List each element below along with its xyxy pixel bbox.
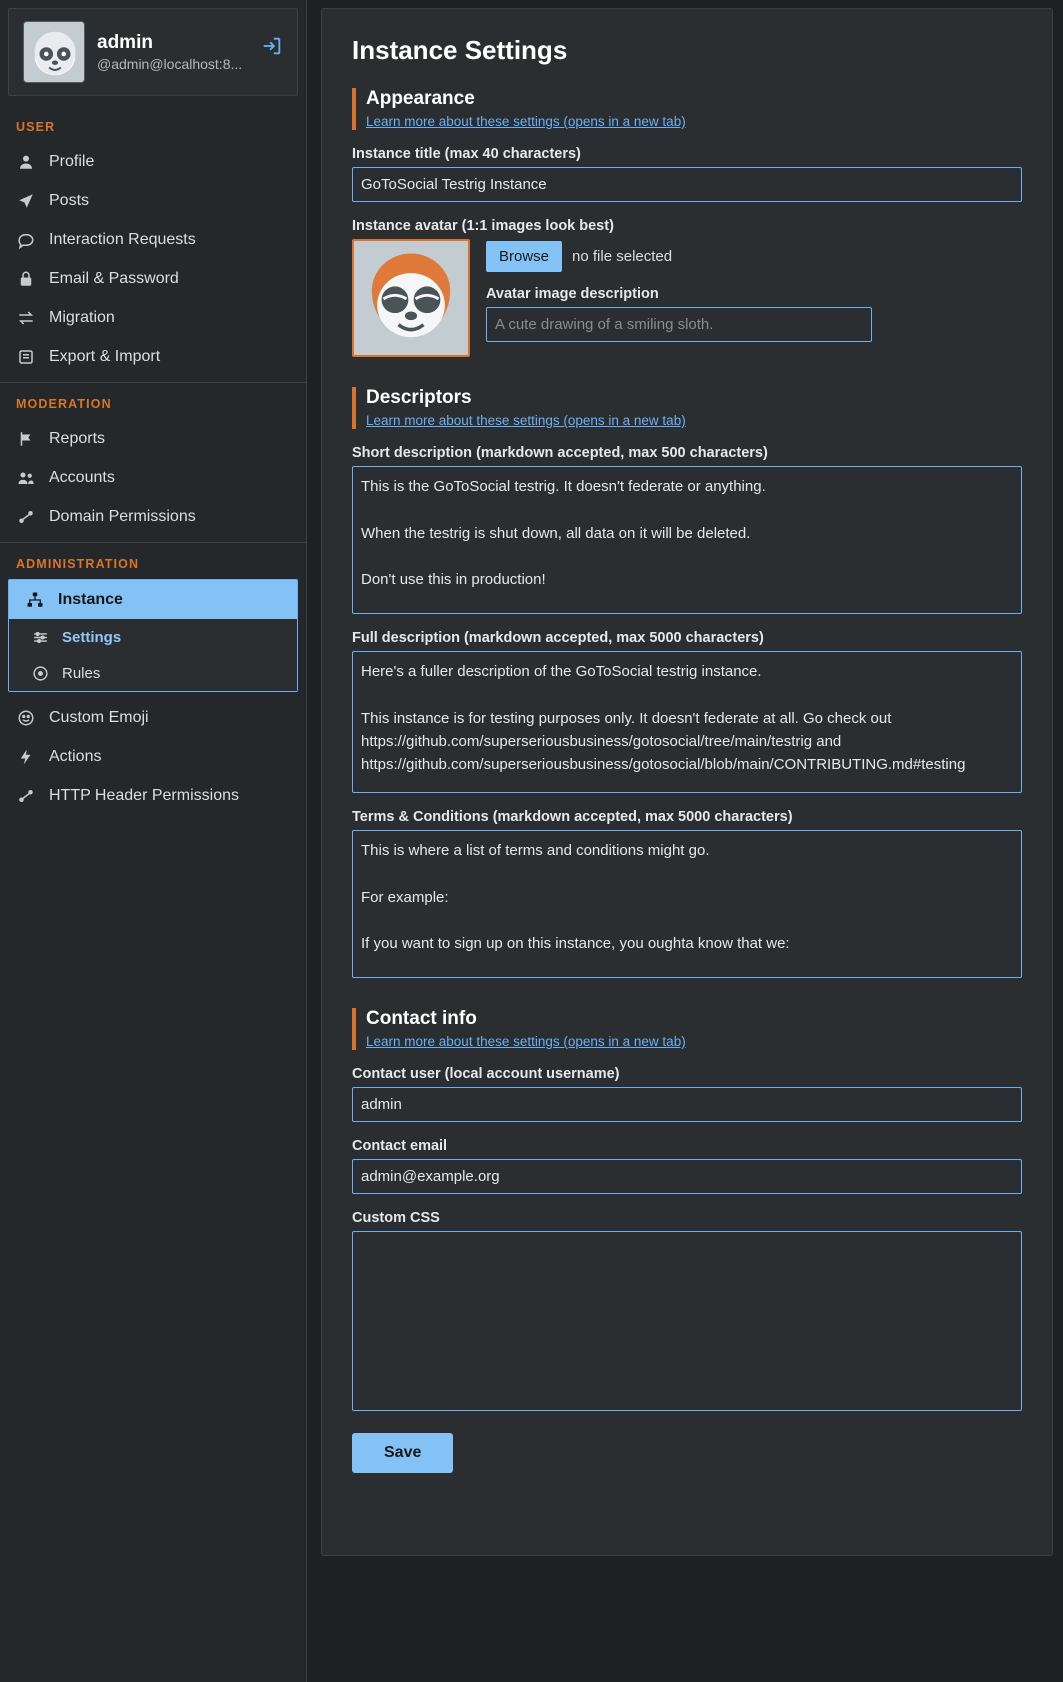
sidebar-item-email-password[interactable] — [0, 259, 306, 298]
sidebar-item-http-header-permissions[interactable] — [0, 776, 306, 815]
save-button[interactable]: Save — [352, 1433, 453, 1473]
contact-email-input[interactable] — [352, 1159, 1022, 1194]
sidebar-item-migration[interactable] — [0, 298, 306, 337]
user-icon — [16, 152, 36, 172]
account-name: admin — [97, 32, 153, 54]
sidebar-item-label: Rules — [62, 664, 101, 682]
instance-title-label: Instance title (max 40 characters) — [352, 146, 581, 162]
paper-plane-icon — [16, 191, 36, 211]
lock-icon — [16, 269, 36, 289]
nav-list-user — [0, 142, 306, 376]
nav-list-moderation — [0, 419, 306, 536]
sidebar-item-actions[interactable] — [0, 737, 306, 776]
sidebar-item-label: Posts — [49, 192, 90, 209]
contact-email-field — [352, 1138, 1022, 1194]
sidebar-item-label: Custom Emoji — [49, 709, 149, 726]
sidebar-item-label: Actions — [49, 748, 102, 765]
instance-avatar-field — [352, 218, 1022, 357]
archive-icon — [16, 347, 36, 367]
sidebar-item-label: Profile — [49, 153, 95, 170]
sloth-avatar-icon — [23, 21, 85, 83]
instance-avatar-preview — [352, 239, 470, 357]
sitemap-icon — [25, 590, 45, 610]
full-description-field — [352, 630, 1022, 793]
sidebar-item-label: HTTP Header Permissions — [49, 787, 239, 804]
contact-user-label: Contact user (local account username) — [352, 1066, 620, 1082]
sidebar-item-interaction-requests[interactable] — [0, 220, 306, 259]
terms-conditions-textarea[interactable] — [352, 830, 1022, 978]
custom-css-textarea[interactable] — [352, 1231, 1022, 1411]
file-picker-row — [486, 241, 1022, 272]
sidebar-item-settings[interactable] — [9, 619, 297, 655]
main-content — [307, 0, 1063, 1682]
settings-panel — [321, 8, 1053, 1556]
section-descriptors-header — [352, 387, 1022, 429]
learn-more-link[interactable]: Learn more about these settings (opens in a new tab) — [366, 413, 686, 428]
account-handle: @admin@localhost:8... — [97, 55, 243, 72]
sidebar-item-instance[interactable] — [9, 580, 297, 619]
sidebar-item-label: Migration — [49, 309, 115, 326]
avatar-description-label: Avatar image description — [486, 286, 659, 302]
custom-css-label: Custom CSS — [352, 1210, 440, 1226]
section-appearance-header — [352, 88, 1022, 130]
instance-title-input[interactable] — [352, 167, 1022, 202]
contact-email-label: Contact email — [352, 1138, 448, 1154]
nav-section-user: USER — [16, 120, 56, 134]
section-heading: Descriptors — [366, 387, 472, 408]
spacer — [352, 994, 1022, 1008]
sliders-icon — [31, 628, 49, 646]
exchange-icon — [16, 308, 36, 328]
nav-section-moderation: MODERATION — [16, 397, 112, 411]
section-heading: Appearance — [366, 88, 475, 109]
short-description-label: Short description (markdown accepted, max 500 characters) — [352, 445, 768, 461]
node-icon — [16, 786, 36, 806]
spacer — [352, 373, 1022, 387]
instance-avatar-label: Instance avatar (1:1 images look best) — [352, 218, 614, 234]
node-icon — [16, 507, 36, 527]
account-text — [97, 31, 242, 73]
flag-icon — [16, 429, 36, 449]
terms-conditions-label: Terms & Conditions (markdown accepted, max 5000 characters) — [352, 809, 793, 825]
users-icon — [16, 468, 36, 488]
no-file-selected-text: no file selected — [572, 248, 673, 265]
sidebar-item-posts[interactable] — [0, 181, 306, 220]
sidebar-item-label: Settings — [62, 628, 122, 646]
instance-title-field — [352, 146, 1022, 202]
full-description-label: Full description (markdown accepted, max 5000 characters) — [352, 630, 764, 646]
bolt-icon — [16, 747, 36, 767]
nav-list-administration-rest — [0, 698, 306, 815]
comment-icon — [16, 230, 36, 250]
sidebar-item-label: Reports — [49, 430, 106, 447]
section-heading: Contact info — [366, 1008, 477, 1029]
sidebar-item-export-import[interactable] — [0, 337, 306, 376]
section-contact-header — [352, 1008, 1022, 1050]
avatar-controls — [486, 239, 1022, 342]
logout-icon[interactable] — [261, 35, 283, 57]
sidebar-item-label: Interaction Requests — [49, 231, 196, 248]
sidebar-item-rules[interactable] — [9, 655, 297, 691]
sidebar-item-label: Email & Password — [49, 270, 179, 287]
full-description-textarea[interactable] — [352, 651, 1022, 793]
custom-css-field — [352, 1210, 1022, 1411]
short-description-textarea[interactable] — [352, 466, 1022, 614]
contact-user-field — [352, 1066, 1022, 1122]
learn-more-link[interactable]: Learn more about these settings (opens in a new tab) — [366, 114, 686, 129]
circle-dot-icon — [31, 664, 49, 682]
nav-section-administration: ADMINISTRATION — [16, 557, 140, 571]
contact-user-input[interactable] — [352, 1087, 1022, 1122]
sidebar — [0, 0, 307, 1682]
learn-more-link[interactable]: Learn more about these settings (opens in a new tab) — [366, 1034, 686, 1049]
nav-group-instance — [8, 579, 298, 692]
sidebar-item-accounts[interactable] — [0, 458, 306, 497]
sidebar-item-label: Accounts — [49, 469, 115, 486]
sidebar-item-label: Export & Import — [49, 348, 161, 365]
sidebar-item-custom-emoji[interactable] — [0, 698, 306, 737]
smile-icon — [16, 708, 36, 728]
sidebar-item-reports[interactable] — [0, 419, 306, 458]
short-description-field — [352, 445, 1022, 614]
sidebar-item-label: Instance — [58, 591, 123, 608]
account-box[interactable] — [8, 8, 298, 96]
avatar-row — [352, 239, 1022, 357]
avatar-description-input[interactable] — [486, 307, 872, 342]
browse-button[interactable]: Browse — [486, 241, 562, 272]
page-title: Instance Settings — [352, 35, 568, 65]
sidebar-item-profile[interactable] — [0, 142, 306, 181]
sidebar-item-domain-permissions[interactable] — [0, 497, 306, 536]
terms-conditions-field — [352, 809, 1022, 978]
sidebar-item-label: Domain Permissions — [49, 508, 196, 525]
